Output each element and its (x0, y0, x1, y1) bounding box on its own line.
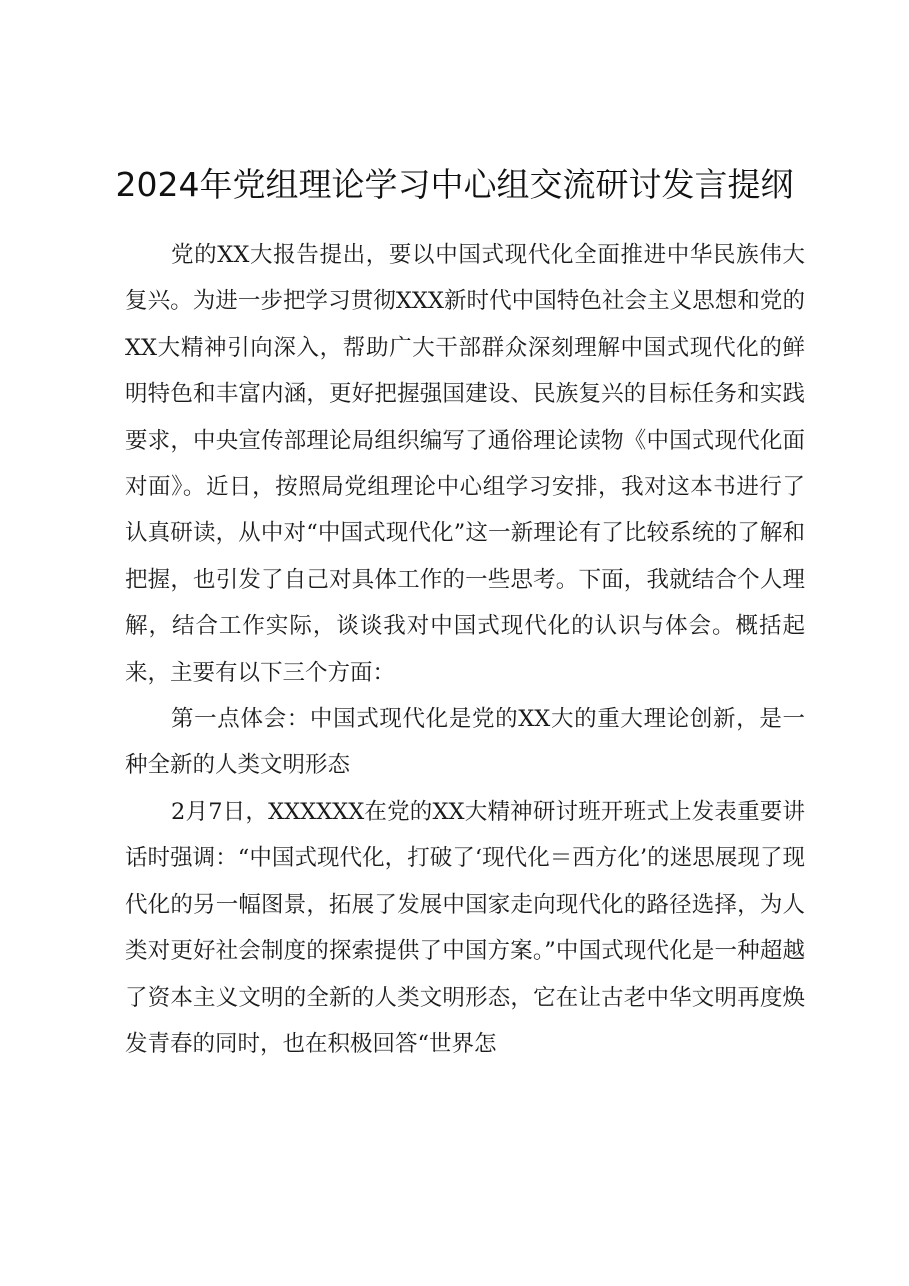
paragraph-point-one-heading: 第一点体会：中国式现代化是党的XX大的重大理论创新，是一种全新的人类文明形态 (125, 706, 805, 779)
document-body (125, 232, 805, 1067)
paragraph-point-one-body: 2月7日，XXXXXX在党的XX大精神研讨班开班式上发表重要讲话时强调：“中国式现代化，打破了‘现代化＝西方化’的迷思展现了现代化的另一幅图景，拓展了发展中国家走向现代化的路径选择，为人类对更好社会制度的探索提供了中国方案。”中国式现代化是一种超越了资本主义文明的全新的人类文明形态，它在让古老中华文明再度焕发青春的同时，也在积极回答“世界怎 (125, 798, 805, 1057)
paragraph-intro: 党的XX大报告提出，要以中国式现代化全面推进中华民族伟大复兴。为进一步把学习贯彻XXX新时代中国特色社会主义思想和党的XX大精神引向深入，帮助广大干部群众深刻理解中国式现代化的鲜明特色和丰富内涵，更好把握强国建设、民族复兴的目标任务和实践要求，中央宣传部理论局组织编写了通俗理论读物《中国式现代化面对面》。近日，按照局党组理论中心组学习安排，我对这本书进行了认真研读，从中对“中国式现代化”这一新理论有了比较系统的了解和把握，也引发了自己对具体工作的一些思考。下面，我就结合个人理解，结合工作实际，谈谈我对中国式现代化的认识与体会。概括起来，主要有以下三个方面： (125, 242, 805, 686)
document-title: 2024年党组理论学习中心组交流研讨发言提纲 (115, 165, 794, 204)
